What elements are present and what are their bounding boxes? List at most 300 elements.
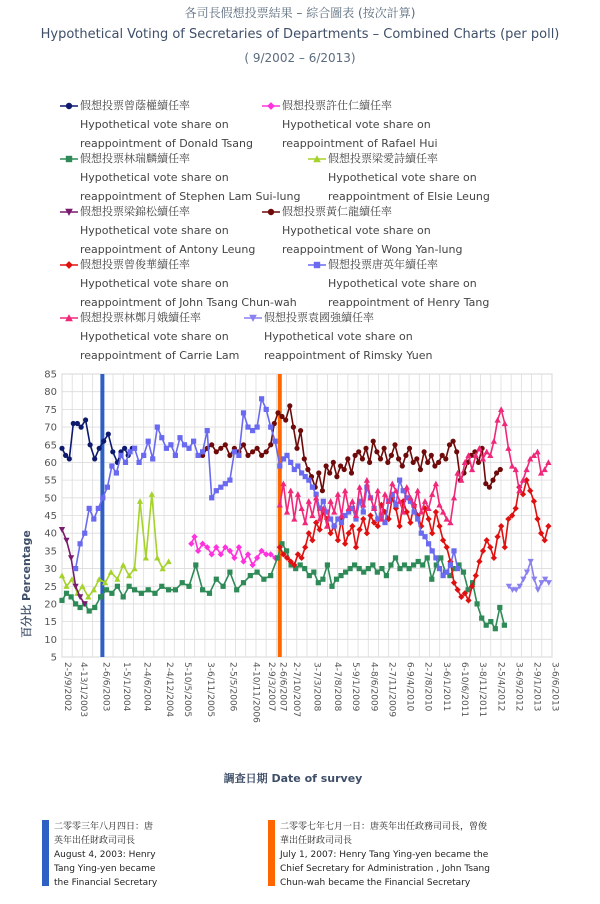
data-point — [502, 623, 507, 628]
data-point — [310, 485, 315, 490]
data-point — [59, 446, 64, 451]
data-point — [259, 396, 264, 401]
data-point — [349, 470, 354, 475]
data-point — [264, 407, 269, 412]
data-point — [177, 435, 182, 440]
data-point — [115, 584, 120, 589]
x-tick-label: 2-7/8/2010 — [422, 662, 433, 712]
legend-marker-icon — [262, 101, 280, 111]
data-point — [82, 531, 87, 536]
data-point — [186, 446, 191, 451]
data-point — [287, 403, 292, 408]
data-point — [275, 555, 280, 560]
data-point — [284, 453, 289, 458]
data-point — [73, 566, 78, 571]
legend-marker-icon — [60, 313, 78, 323]
data-point — [321, 499, 326, 504]
data-point — [305, 467, 310, 472]
data-point — [339, 520, 344, 525]
data-point — [385, 460, 390, 465]
data-point — [484, 623, 489, 628]
legend-label-en: reappointment of Rimsky Yuen — [264, 349, 433, 362]
data-point — [402, 562, 407, 567]
data-point — [320, 577, 325, 582]
x-axis-label: 調查日期 Date of survey — [223, 772, 363, 785]
legend-label-zh: 假想投票林瑞麟續任率 — [80, 152, 190, 165]
y-tick-label: 40 — [44, 528, 57, 540]
data-point — [207, 591, 212, 596]
title-zh: 各司長假想投票結果 – 綜合圖表 (按次計算) — [184, 6, 416, 20]
data-point — [436, 460, 441, 465]
legend-label-zh: 假想投票梁錦松續任率 — [80, 205, 190, 218]
data-point — [488, 619, 493, 624]
data-point — [375, 570, 380, 575]
data-point — [73, 601, 78, 606]
x-tick-label: 2-6/6/2007 — [277, 662, 288, 712]
data-point — [268, 573, 273, 578]
data-point — [118, 453, 123, 458]
data-point — [234, 587, 239, 592]
data-point — [78, 541, 83, 546]
legend-label-zh: 假想投票唐英年續任率 — [328, 258, 438, 271]
data-point — [122, 446, 127, 451]
x-tick-label: 4-7/8/2008 — [331, 662, 342, 712]
x-tick-label: 3-6/1/2011 — [440, 662, 451, 712]
data-point — [218, 485, 223, 490]
x-tick-label: 2-4/12/2004 — [164, 662, 175, 718]
data-point — [273, 439, 278, 444]
data-point — [173, 453, 178, 458]
data-point — [137, 460, 142, 465]
legend-label-en: Hypothetical vote share on — [80, 330, 229, 343]
data-point — [361, 509, 366, 514]
x-tick-label: 4-13/1/2003 — [77, 662, 88, 718]
legend-label-en: reappointment of Henry Tang — [328, 296, 490, 309]
data-point — [366, 566, 371, 571]
data-point — [426, 541, 431, 546]
data-point — [415, 516, 420, 521]
y-tick-label: 55 — [44, 475, 57, 487]
data-point — [227, 453, 232, 458]
y-tick-label: 80 — [44, 387, 57, 399]
legend-label-en: reappointment of Donald Tsang — [80, 137, 253, 150]
data-point — [180, 580, 185, 585]
data-point — [152, 591, 157, 596]
event-color-bar — [268, 820, 275, 886]
data-point — [268, 425, 273, 430]
data-point — [193, 562, 198, 567]
data-point — [475, 601, 480, 606]
y-tick-label: 85 — [44, 369, 57, 381]
data-point — [182, 442, 187, 447]
data-point — [433, 555, 438, 560]
data-point — [422, 534, 427, 539]
y-tick-label: 75 — [44, 404, 57, 416]
data-point — [97, 446, 102, 451]
data-point — [479, 616, 484, 621]
data-point — [416, 559, 421, 564]
data-point — [283, 417, 288, 422]
data-point — [370, 562, 375, 567]
y-tick-label: 30 — [44, 564, 57, 576]
data-point — [88, 442, 93, 447]
data-point — [331, 460, 336, 465]
data-point — [342, 467, 347, 472]
x-tick-label: 5-10/5/2005 — [182, 662, 193, 718]
data-point — [397, 478, 402, 483]
data-point — [361, 570, 366, 575]
data-point — [497, 605, 502, 610]
data-point — [241, 442, 246, 447]
data-point — [132, 446, 137, 451]
data-point — [139, 591, 144, 596]
data-point — [92, 456, 97, 461]
legend-label-zh: 假想投票許仕仁續任率 — [282, 99, 392, 112]
data-point — [306, 478, 311, 483]
data-point — [429, 577, 434, 582]
data-point — [356, 449, 361, 454]
data-point — [200, 449, 205, 454]
x-tick-label: 3-6/11/2005 — [204, 662, 215, 718]
y-tick-label: 70 — [44, 422, 57, 434]
legend-label-en: reappointment of Carrie Lam — [80, 349, 240, 362]
data-point — [100, 495, 105, 500]
data-point — [412, 509, 417, 514]
legend-label-en: reappointment of John Tsang Chun-wah — [80, 296, 297, 309]
data-point — [64, 591, 69, 596]
data-point — [255, 446, 260, 451]
data-point — [388, 562, 393, 567]
legend-entry[interactable] — [262, 96, 438, 153]
data-point — [110, 449, 115, 454]
data-point — [250, 449, 255, 454]
data-point — [127, 584, 132, 589]
event-color-bar — [42, 820, 49, 886]
data-point — [150, 456, 155, 461]
data-point — [425, 555, 430, 560]
data-point — [425, 460, 430, 465]
title-en: Hypothetical Voting of Secretaries of Departments – Combined Charts (per poll) — [40, 27, 560, 42]
data-point — [92, 605, 97, 610]
data-point — [87, 506, 92, 511]
x-tick-label: 1-5/1/2004 — [120, 662, 131, 712]
data-point — [363, 446, 368, 451]
data-point — [259, 453, 264, 458]
legend-entry[interactable] — [60, 255, 297, 312]
data-point — [343, 570, 348, 575]
data-point — [334, 577, 339, 582]
legend-label-en: reappointment of Antony Leung — [80, 243, 256, 256]
data-point — [221, 584, 226, 589]
y-tick-label: 45 — [44, 511, 57, 522]
data-point — [334, 474, 339, 479]
data-point — [498, 467, 503, 472]
data-point — [78, 605, 83, 610]
x-tick-label: 3-7/3/2008 — [311, 662, 322, 712]
data-point — [232, 449, 237, 454]
legend-label-en: Hypothetical vote share on — [328, 171, 477, 184]
data-point — [422, 449, 427, 454]
data-point — [69, 594, 74, 599]
data-point — [360, 456, 365, 461]
legend-marker-icon — [60, 260, 78, 270]
data-point — [223, 481, 228, 486]
data-point — [302, 566, 307, 571]
data-point — [87, 608, 92, 613]
legend-entry[interactable] — [262, 202, 462, 259]
x-tick-label: 3-6/9/2012 — [513, 662, 524, 712]
data-point — [418, 467, 423, 472]
data-point — [141, 453, 146, 458]
legend-label-en: reappointment of Elsie Leung — [328, 190, 490, 203]
data-point — [114, 470, 119, 475]
data-point — [155, 425, 160, 430]
data-point — [403, 453, 408, 458]
y-tick-label: 60 — [44, 457, 57, 469]
x-tick-label: 3-6/6/2013 — [549, 662, 560, 712]
legend-label-en: reappointment of Wong Yan-lung — [282, 243, 463, 256]
data-point — [109, 591, 114, 596]
data-point — [275, 410, 280, 415]
data-point — [443, 456, 448, 461]
data-point — [338, 573, 343, 578]
data-point — [123, 460, 128, 465]
data-point — [98, 594, 103, 599]
data-point — [128, 449, 133, 454]
x-tick-label: 4-8/6/2009 — [368, 662, 379, 712]
data-point — [384, 573, 389, 578]
data-point — [448, 562, 453, 567]
data-point — [227, 570, 232, 575]
data-point — [490, 478, 495, 483]
x-tick-label: 2-9/1/2013 — [531, 662, 542, 712]
legend-label-en: Hypothetical vote share on — [264, 330, 413, 343]
data-point — [227, 478, 232, 483]
data-point — [407, 566, 412, 571]
x-tick-label: 2-5/5/2006 — [227, 662, 238, 712]
data-point — [105, 485, 110, 490]
data-point — [352, 562, 357, 567]
legend-label-en: Hypothetical vote share on — [80, 118, 229, 131]
data-point — [316, 580, 321, 585]
data-point — [214, 449, 219, 454]
data-point — [298, 562, 303, 567]
data-point — [451, 548, 456, 553]
x-tick-label: 3-8/11/2011 — [477, 662, 488, 718]
y-tick-label: 5 — [50, 652, 57, 664]
x-tick-label: 2-7/11/2009 — [386, 662, 397, 718]
data-point — [400, 463, 405, 468]
legend-entry[interactable] — [244, 308, 433, 365]
data-point — [245, 425, 250, 430]
data-point — [166, 587, 171, 592]
data-point — [255, 570, 260, 575]
data-point — [268, 442, 273, 447]
data-point — [248, 573, 253, 578]
data-point — [121, 594, 126, 599]
data-point — [294, 446, 299, 451]
data-point — [236, 453, 241, 458]
data-point — [261, 577, 266, 582]
data-point — [173, 587, 178, 592]
data-point — [277, 463, 282, 468]
data-point — [67, 456, 72, 461]
legend-entry[interactable] — [308, 255, 489, 312]
data-point — [209, 495, 214, 500]
data-point — [79, 425, 84, 430]
data-point — [414, 456, 419, 461]
event-note-en: August 4, 2003: Henry Tang Ying-yen became the Financial Secretary — [54, 850, 158, 888]
legend-entry[interactable] — [60, 202, 255, 259]
data-point — [132, 587, 137, 592]
legend-label-en: Hypothetical vote share on — [80, 171, 229, 184]
data-point — [288, 460, 293, 465]
data-point — [298, 428, 303, 433]
data-point — [250, 428, 255, 433]
legend-marker-icon — [308, 260, 326, 270]
x-tick-label: 2-6/6/2003 — [100, 662, 111, 712]
y-axis-label: 百分比 Percentage — [20, 530, 33, 638]
legend-marker-icon — [60, 101, 78, 111]
y-tick-label: 50 — [44, 493, 57, 505]
data-point — [455, 566, 460, 571]
data-point — [493, 626, 498, 631]
legend-label-zh: 假想投票曾蔭權續任率 — [80, 99, 190, 112]
legend-label-zh: 假想投票黃仁龍續任率 — [282, 205, 392, 218]
data-point — [307, 573, 312, 578]
data-point — [389, 453, 394, 458]
data-point — [311, 570, 316, 575]
data-point — [214, 577, 219, 582]
y-tick-label: 15 — [44, 617, 57, 629]
x-tick-label: 2-5/9/2002 — [62, 662, 72, 712]
legend-label-zh: 假想投票梁愛詩續任率 — [328, 152, 438, 165]
data-point — [264, 449, 269, 454]
data-point — [196, 453, 201, 458]
data-point — [218, 446, 223, 451]
data-point — [397, 566, 402, 571]
x-tick-label: 2-7/10/2007 — [291, 662, 302, 718]
legend-label-zh: 假想投票曾俊華續任率 — [80, 258, 190, 271]
y-tick-label: 25 — [44, 581, 57, 593]
data-point — [348, 566, 353, 571]
y-tick-label: 10 — [44, 634, 57, 646]
legend-label-en: reappointment of Stephen Lam Sui-lung — [80, 190, 301, 203]
data-point — [96, 506, 101, 511]
data-point — [291, 425, 296, 430]
data-point — [329, 584, 334, 589]
data-point — [205, 428, 210, 433]
data-point — [83, 417, 88, 422]
legend-marker-icon — [262, 207, 280, 217]
event-note-en: July 1, 2007: Henry Tang Ying-yen became the Chief Secretary for Administration , John Tsang Chun-wah became the Financial Secretary — [280, 850, 490, 888]
data-point — [332, 524, 337, 529]
data-point — [476, 460, 481, 465]
data-point — [209, 442, 214, 447]
data-point — [345, 456, 350, 461]
data-point — [324, 463, 329, 468]
legend-entry[interactable] — [60, 149, 300, 206]
data-point — [407, 446, 412, 451]
data-point — [302, 456, 307, 461]
data-point — [429, 453, 434, 458]
data-point — [325, 562, 330, 567]
legend-entry[interactable] — [308, 149, 490, 206]
x-tick-label: 5-9/1/2009 — [350, 662, 361, 712]
data-point — [316, 470, 321, 475]
event-note-zh: 二零零七年七月一日：唐英年出任政務司司長，曾俊華出任財政司司長 — [280, 822, 488, 846]
data-point — [396, 456, 401, 461]
data-point — [438, 555, 443, 560]
legend-entry[interactable] — [60, 308, 239, 365]
y-tick-label: 65 — [44, 440, 57, 452]
data-point — [255, 425, 260, 430]
x-tick-label: 6-9/4/2010 — [404, 662, 415, 712]
data-point — [91, 516, 96, 521]
data-point — [420, 562, 425, 567]
data-point — [168, 442, 173, 447]
data-point — [146, 439, 151, 444]
data-point — [295, 463, 300, 468]
legend-label-en: Hypothetical vote share on — [80, 277, 229, 290]
data-point — [437, 566, 442, 571]
x-tick-label: 2-4/6/2004 — [141, 662, 152, 712]
data-point — [146, 587, 151, 592]
data-point — [106, 432, 111, 437]
x-tick-label: 2-9/3/2007 — [266, 662, 277, 712]
legend-label-en: Hypothetical vote share on — [80, 224, 229, 237]
y-tick-label: 20 — [44, 599, 57, 611]
data-point — [59, 598, 64, 603]
data-point — [159, 584, 164, 589]
x-tick-label: 2-5/4/2012 — [495, 662, 506, 712]
data-point — [241, 580, 246, 585]
data-point — [444, 570, 449, 575]
legend-marker-icon — [60, 154, 78, 164]
data-point — [379, 566, 384, 571]
x-tick-label: 6-10/6/2011 — [458, 662, 469, 718]
x-tick-label: 4-10/11/2006 — [250, 662, 261, 723]
data-point — [487, 485, 492, 490]
data-point — [104, 587, 109, 592]
data-point — [411, 562, 416, 567]
data-point — [392, 442, 397, 447]
data-point — [461, 570, 466, 575]
data-point — [374, 449, 379, 454]
legend-label-en: Hypothetical vote share on — [282, 224, 431, 237]
legend-marker-icon — [60, 207, 78, 217]
data-point — [430, 548, 435, 553]
data-point — [371, 439, 376, 444]
y-tick-label: 35 — [44, 546, 57, 558]
data-point — [451, 439, 456, 444]
legend-entry[interactable] — [60, 96, 253, 153]
data-point — [320, 488, 325, 493]
data-point — [223, 442, 228, 447]
data-point — [191, 439, 196, 444]
event-note-zh: 二零零三年八月四日：唐英年出任財政司司長 — [54, 822, 154, 846]
legend-label-en: Hypothetical vote share on — [282, 118, 431, 131]
data-point — [357, 566, 362, 571]
data-point — [382, 446, 387, 451]
data-point — [367, 460, 372, 465]
line-chart — [0, 364, 600, 804]
data-point — [245, 453, 250, 458]
data-point — [101, 439, 106, 444]
data-point — [164, 446, 169, 451]
legend-label-zh: 假想投票林鄭月娥續任率 — [80, 311, 201, 324]
legend-label-en: reappointment of Rafael Hui — [282, 137, 438, 150]
